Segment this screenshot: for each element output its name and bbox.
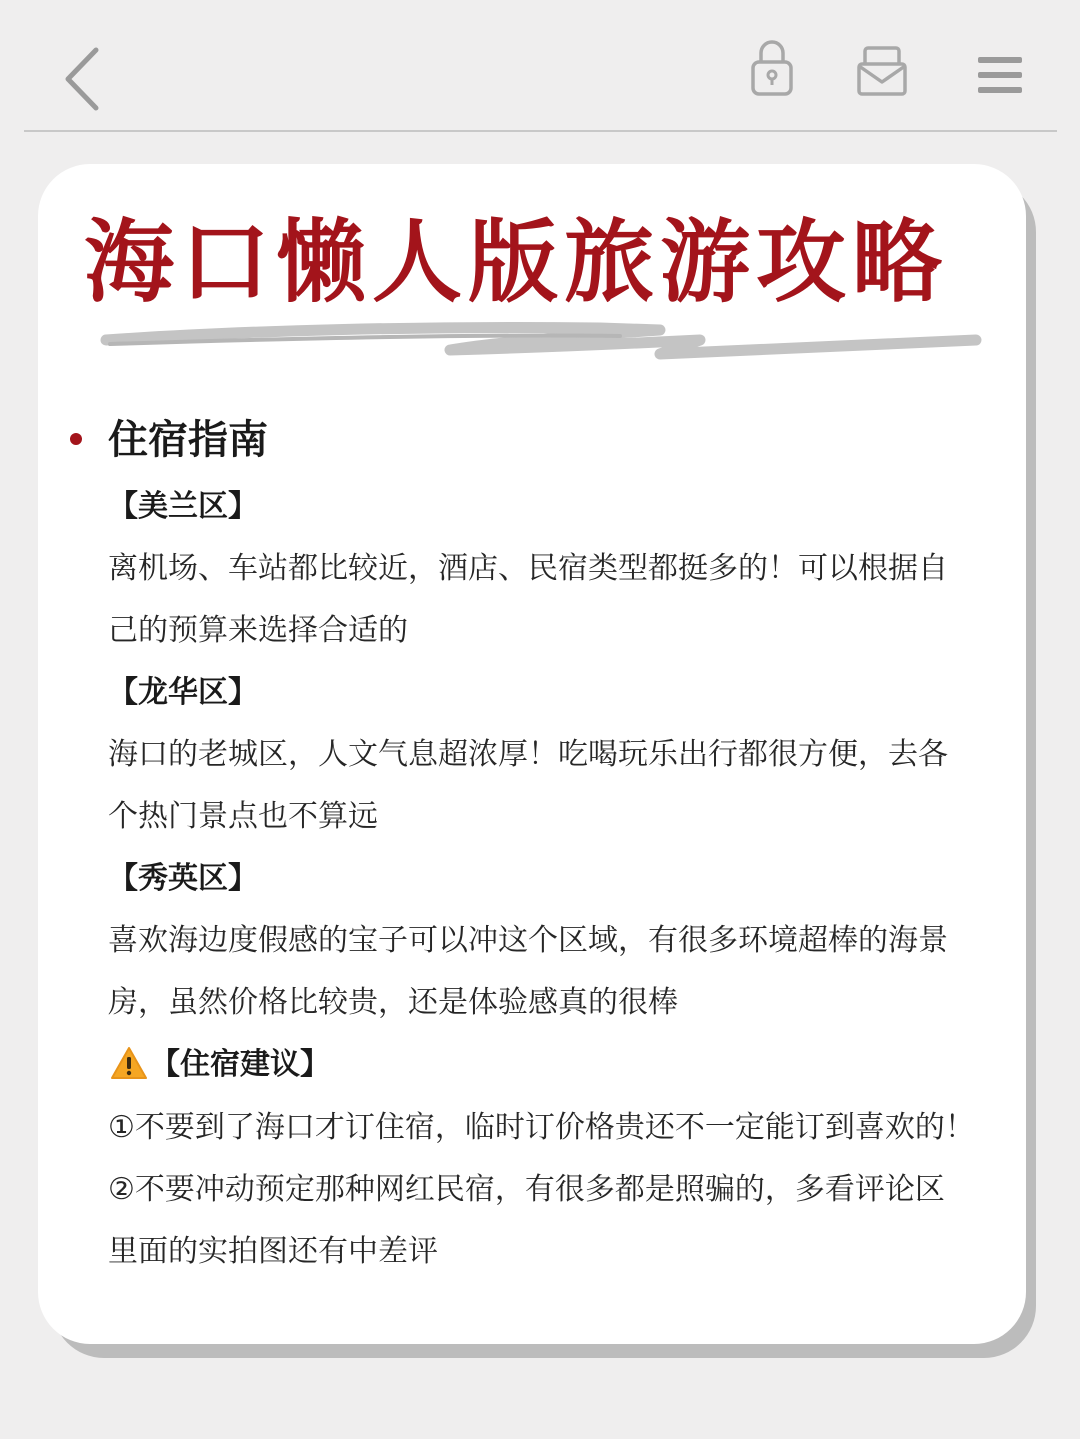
warning-icon (110, 1046, 148, 1080)
menu-icon[interactable] (976, 54, 1024, 96)
section-title: 住宿指南 (108, 417, 268, 463)
district-description: 房，虽然价格比较贵，还是体验感真的很棒 (108, 985, 678, 1020)
district-description: 离机场、车站都比较近，酒店、民宿类型都挺多的！可以根据自 (108, 551, 948, 586)
district-description: 个热门景点也不算远 (108, 799, 378, 834)
advice-title: 【住宿建议】 (150, 1047, 330, 1082)
advice-item: ②不要冲动预定那种网红民宿，有很多都是照骗的，多看评论区 (108, 1172, 945, 1207)
advice-item: 里面的实拍图还有中差评 (108, 1234, 438, 1269)
mail-icon[interactable] (856, 44, 908, 98)
lock-icon[interactable] (748, 38, 796, 98)
top-bar (0, 0, 1080, 132)
district-name: 【秀英区】 (108, 861, 258, 896)
district-description: 海口的老城区，人文气息超浓厚！吃喝玩乐出行都很方便，去各 (108, 737, 948, 772)
header-divider (24, 130, 1057, 132)
district-description: 己的预算来选择合适的 (108, 613, 408, 648)
district-name: 【美兰区】 (108, 489, 258, 524)
district-name: 【龙华区】 (108, 675, 258, 710)
advice-item: ①不要到了海口才订住宿，临时订价格贵还不一定能订到喜欢的！ (108, 1110, 975, 1145)
bullet-dot (70, 433, 82, 445)
brush-underline (100, 318, 982, 368)
page-title: 海口懒人版旅游攻略 (84, 210, 948, 315)
chevron-left-icon[interactable] (58, 44, 108, 114)
district-description: 喜欢海边度假感的宝子可以冲这个区域，有很多环境超棒的海景 (108, 923, 948, 958)
